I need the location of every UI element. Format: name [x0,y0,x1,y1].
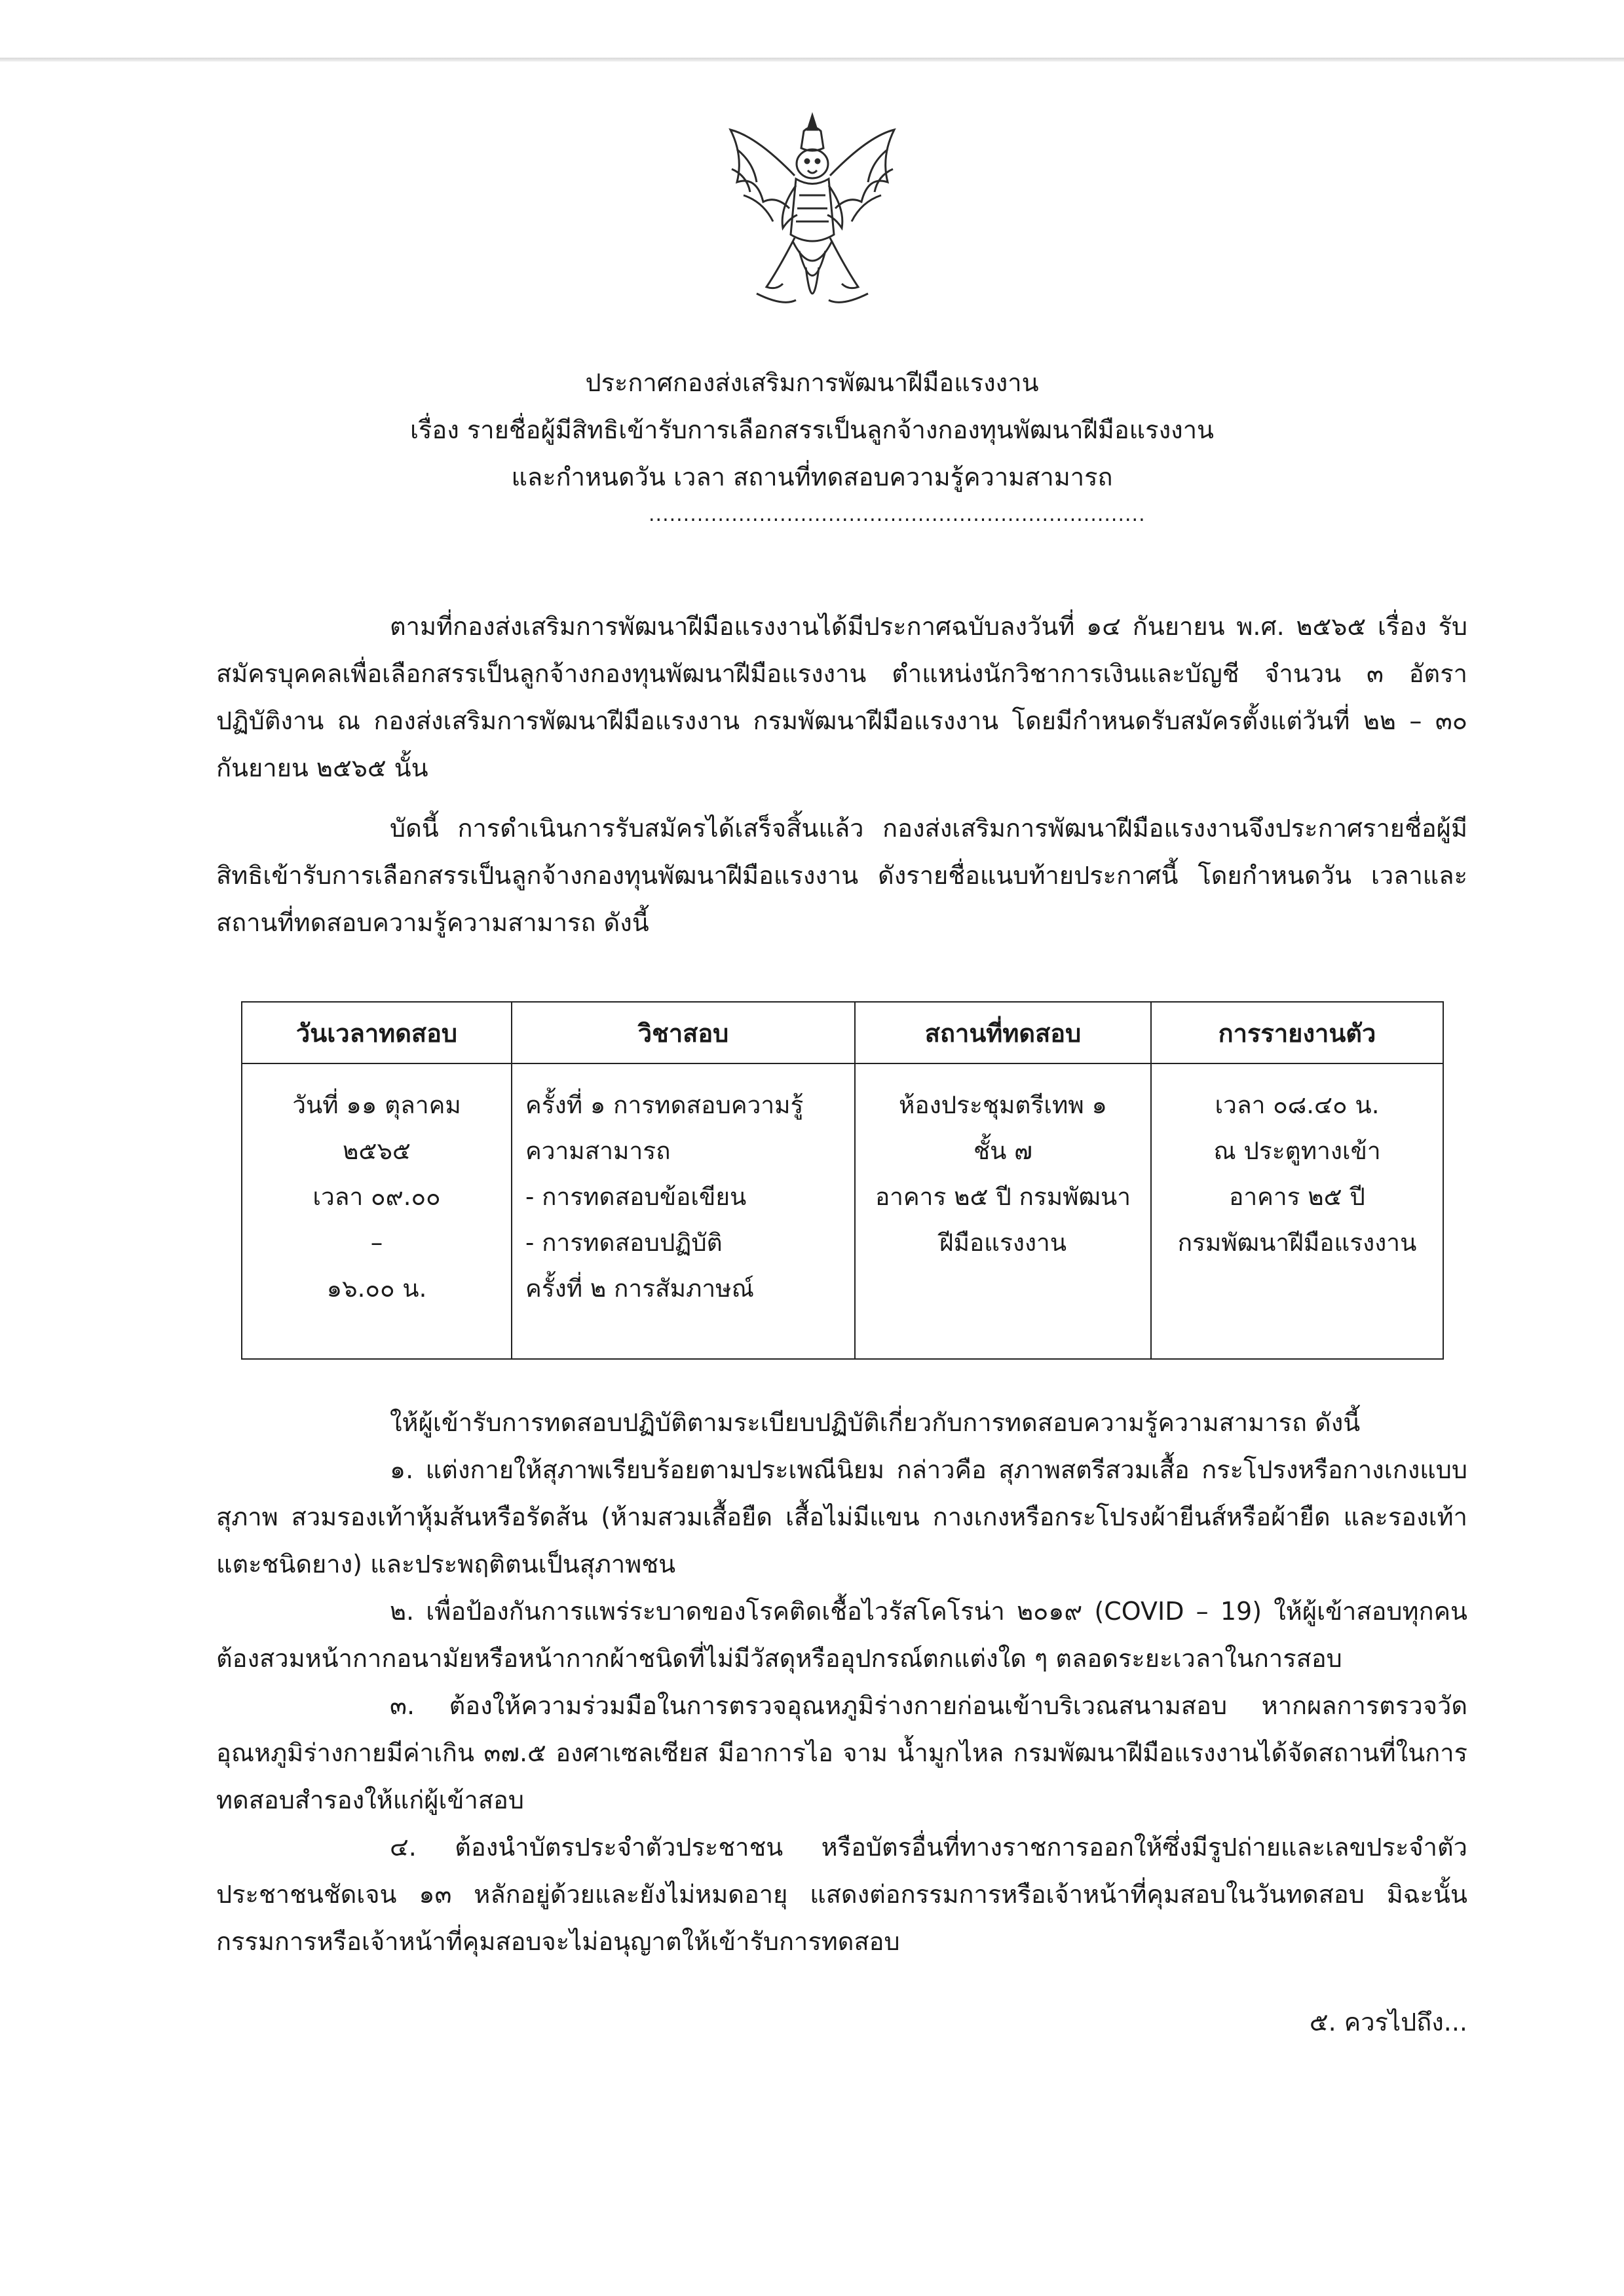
date-line: ๑๖.๐๐ น. [326,1274,427,1303]
venue-line: ห้องประชุมตรีเทพ ๑ [899,1091,1107,1119]
date-line: ๒๕๖๕ [343,1137,411,1165]
rule-item-2: ๒. เพื่อป้องกันการแพร่ระบาดของโรคติดเชื้อไวรัสโคโรน่า ๒๐๑๙ (COVID – 19) ให้ผู้เข้าสอบทุกคนต้องสวมหน้ากากอนามัยหรือหน้ากากผ้าชนิดที่ไม่มีวัสดุหรืออุปกรณ์ตกแต่งใด ๆ ตลอดระยะเวลาในการสอบ [216,1597,1467,1673]
table-header-row [242,1002,1443,1063]
subject-line: - การทดสอบข้อเขียน [525,1183,747,1211]
table-row [242,1063,1443,1359]
col-header-venue: สถานที่ทดสอบ [855,1002,1151,1063]
rule-item-4: ๔. ต้องนำบัตรประจำตัวประชาชน หรือบัตรอื่นที่ทางราชการออกให้ซึ่งมีรูปถ่ายและเลขประจำตัวประชาชนชัดเจน ๑๓ หลักอยู่ด้วยและยังไม่หมดอายุ แสดงต่อกรรมการหรือเจ้าหน้าที่คุมสอบในวันทดสอบ มิฉะนั้น กรรมการหรือเจ้าหน้าที่คุมสอบจะไม่อนุญาตให้เข้ารับการทดสอบ [216,1833,1467,1956]
venue-line: ชั้น ๗ [973,1137,1032,1165]
intro-paragraph-1: ตามที่กองส่งเสริมการพัฒนาฝีมือแรงงานได้มีประกาศฉบับลงวันที่ ๑๔ กันยายน พ.ศ. ๒๕๖๕ เรื่อง รับสมัครบุคคลเพื่อเลือกสรรเป็นลูกจ้างกองทุนพัฒนาฝีมือแรงงาน ตำแหน่งนักวิชาการเงินและบัญชี จำนวน ๓ อัตรา ปฏิบัติงาน ณ กองส่งเสริมการพัฒนาฝีมือแรงงาน กรมพัฒนาฝีมือแรงงาน โดยมีกำหนดรับสมัครตั้งแต่วันที่ ๒๒ – ๓๐ กันยายน ๒๕๖๕ นั้น [216,612,1467,782]
cell-report [1151,1063,1443,1359]
intro-paragraph-2: บัดนี้ การดำเนินการรับสมัครได้เสร็จสิ้นแล้ว กองส่งเสริมการพัฒนาฝีมือแรงงานจึงประกาศรายชื่อผู้มีสิทธิเข้ารับการเลือกสรรเป็นลูกจ้างกองทุนพัฒนาฝีมือแรงงาน ดังรายชื่อแนบท้ายประกาศนี้ โดยกำหนดวัน เวลาและสถานที่ทดสอบความรู้ความสามารถ ดังนี้ [216,814,1467,937]
rule-item-3: ๓. ต้องให้ความร่วมมือในการตรวจอุณหภูมิร่างกายก่อนเข้าบริเวณสนามสอบ หากผลการตรวจวัดอุณหภูมิร่างกายมีค่าเกิน ๓๗.๕ องศาเซลเซียส มีอาการไอ จาม น้ำมูกไหล กรมพัฒนาฝีมือแรงงานได้จัดสถานที่ในการทดสอบสำรองให้แก่ผู้เข้าสอบ [216,1691,1467,1814]
rule-item-1: ๑. แต่งกายให้สุภาพเรียบร้อยตามประเพณีนิยม กล่าวคือ สุภาพสตรีสวมเสื้อ กระโปรงหรือกางเกงแบบสุภาพ สวมรองเท้าหุ้มส้นหรือรัดส้น (ห้ามสวมเสื้อยืด เสื้อไม่มีแขน กางเกงหรือกระโปรงผ้ายีนส์หรือผ้ายืด และรองเท้าแตะชนิดยาง) และประพฤติตนเป็นสุภาพชน [216,1455,1467,1578]
announcement-subject-cont: และกำหนดวัน เวลา สถานที่ทดสอบความรู้ความสามารถ [511,463,1113,491]
report-line: เวลา ๐๘.๔๐ น. [1215,1091,1380,1119]
col-header-datetime: วันเวลาทดสอบ [242,1002,512,1063]
intro-section [216,603,1467,946]
garuda-emblem-icon [717,110,907,326]
report-line: กรมพัฒนาฝีมือแรงงาน [1177,1229,1417,1257]
cell-subject [512,1063,855,1359]
announcement-subject: เรื่อง รายชื่อผู้มีสิทธิเข้ารับการเลือกสรรเป็นลูกจ้างกองทุนพัฒนาฝีมือแรงงาน [409,415,1215,444]
date-line: วันที่ ๑๑ ตุลาคม [292,1091,461,1119]
subject-line: ครั้งที่ ๒ การสัมภาษณ์ [525,1274,754,1303]
cell-datetime [242,1063,512,1359]
announcement-title: ประกาศกองส่งเสริมการพัฒนาฝีมือแรงงาน [585,368,1039,397]
report-line: ณ ประตูทางเข้า [1213,1137,1381,1165]
cell-venue [855,1063,1151,1359]
venue-line: ฝีมือแรงงาน [939,1229,1067,1257]
continuation-note: ๕. ควรไปถึง... [1309,2008,1467,2037]
date-line: – [370,1229,383,1257]
subject-line: ความสามารถ [525,1137,671,1165]
header-divider: ........................................................................ [649,503,1146,526]
subject-line: ครั้งที่ ๑ การทดสอบความรู้ [525,1091,804,1119]
venue-line: อาคาร ๒๕ ปี กรมพัฒนา [875,1183,1131,1211]
scan-edge [0,58,1624,62]
report-line: อาคาร ๒๕ ปี [1229,1183,1365,1211]
col-header-subject: วิชาสอบ [512,1002,855,1063]
rules-intro: ให้ผู้เข้ารับการทดสอบปฏิบัติตามระเบียบปฏิบัติเกี่ยวกับการทดสอบความรู้ความสามารถ ดังนี้ [390,1408,1361,1437]
exam-schedule-table [241,1001,1444,1360]
col-header-report: การรายงานตัว [1151,1002,1443,1063]
rules-section [216,1399,1467,1965]
subject-line: - การทดสอบปฏิบัติ [525,1229,723,1257]
date-line: เวลา ๐๙.๐๐ [312,1183,441,1211]
